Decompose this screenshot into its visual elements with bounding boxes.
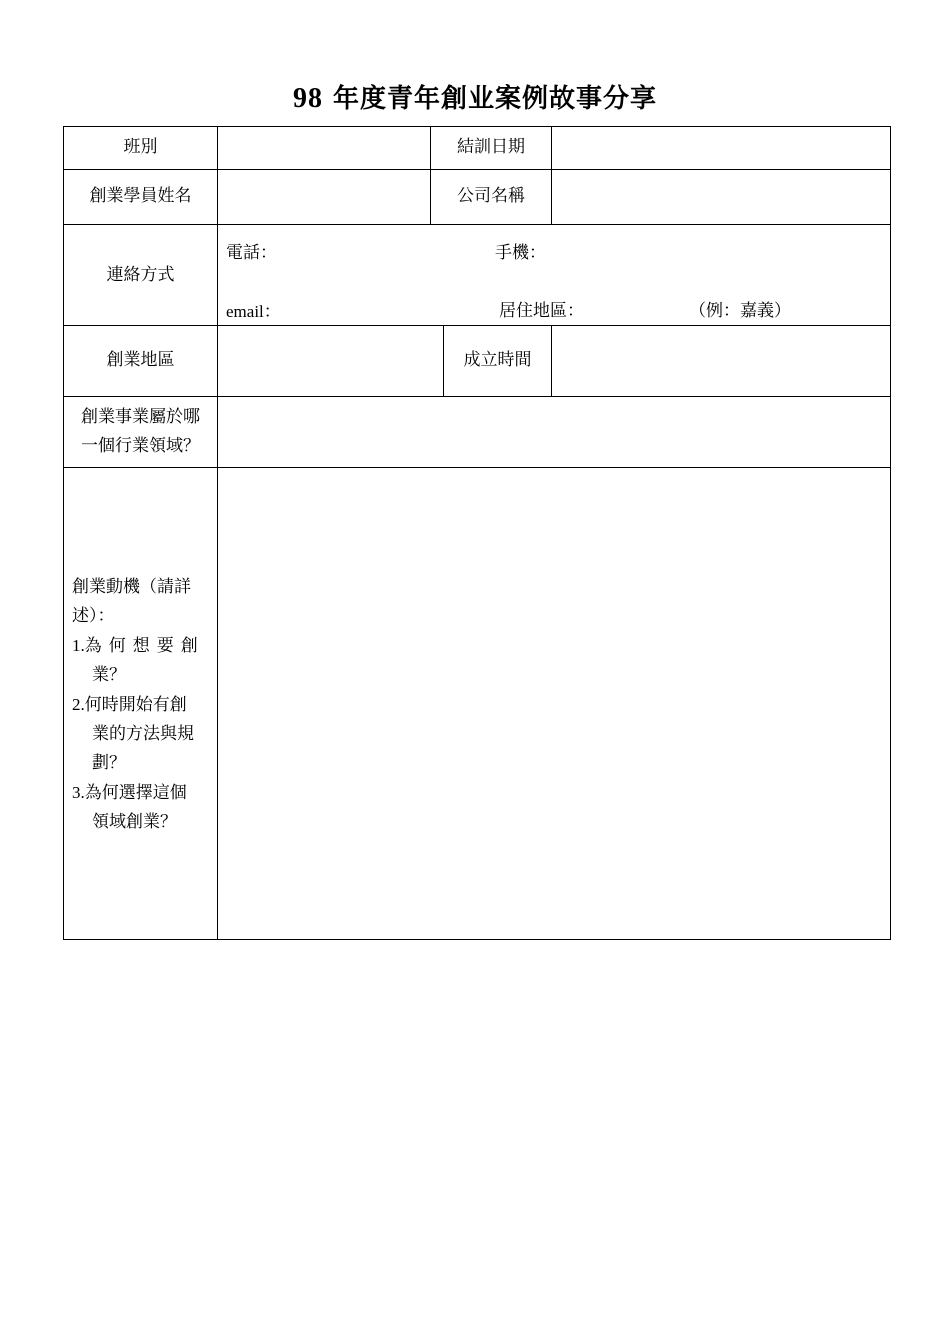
business-area-label: 創業地區	[106, 350, 175, 370]
email-label-text: email：	[226, 302, 281, 321]
student-name-field[interactable]	[218, 170, 430, 224]
motive-question-1	[72, 631, 212, 690]
motive-heading-line1: 創業動機（請詳	[72, 577, 191, 597]
training-date-field[interactable]	[552, 127, 890, 169]
email-field[interactable]	[294, 291, 494, 323]
motive-question-3	[72, 778, 212, 837]
phone-field[interactable]	[284, 233, 484, 269]
established-label: 成立時間	[463, 350, 532, 370]
mobile-field[interactable]	[554, 233, 874, 269]
application-form-table	[63, 126, 891, 940]
question-number: 3.	[72, 783, 85, 802]
business-area-field[interactable]	[218, 326, 443, 396]
industry-label-line2: 一個行業領域？	[81, 436, 200, 456]
industry-label	[64, 403, 217, 461]
motive-field[interactable]	[218, 468, 890, 939]
mobile-label: 手機：	[495, 243, 546, 263]
row-divider	[64, 224, 890, 225]
question-text: 劃？	[92, 753, 126, 773]
training-date-label: 結訓日期	[457, 137, 525, 157]
question-text: 為何想要創	[84, 636, 205, 656]
question-text: 領域創業？	[92, 812, 177, 832]
class-field[interactable]	[218, 127, 430, 169]
student-name-label: 創業學員姓名	[89, 186, 192, 206]
question-text: 業的方法與規	[92, 724, 194, 744]
email-label	[226, 297, 281, 327]
residence-field[interactable]	[594, 291, 689, 323]
title-text: 年度青年創业案例故事分享	[333, 84, 658, 114]
company-name-field[interactable]	[552, 170, 890, 224]
question-text: 業？	[92, 665, 126, 685]
industry-label-line1: 創業事業屬於哪	[81, 407, 200, 427]
question-text: 何時開始有創	[84, 695, 187, 715]
phone-label: 電話：	[226, 243, 277, 263]
contact-label: 連絡方式	[106, 265, 175, 285]
industry-field[interactable]	[218, 397, 890, 467]
residence-label: 居住地區：	[499, 301, 584, 321]
class-label: 班別	[123, 137, 158, 157]
question-text: 為何選擇這個	[84, 783, 187, 803]
page-title	[0, 78, 950, 115]
established-field[interactable]	[552, 326, 890, 396]
motive-label	[72, 573, 212, 837]
motive-question-2	[72, 690, 212, 778]
question-number: 1.	[72, 636, 85, 655]
motive-heading-line2: 述）：	[72, 606, 115, 626]
company-name-label: 公司名稱	[457, 186, 525, 206]
residence-example: （例：嘉義）	[689, 301, 791, 321]
title-number: 98	[292, 83, 323, 114]
question-number: 2.	[72, 695, 85, 714]
